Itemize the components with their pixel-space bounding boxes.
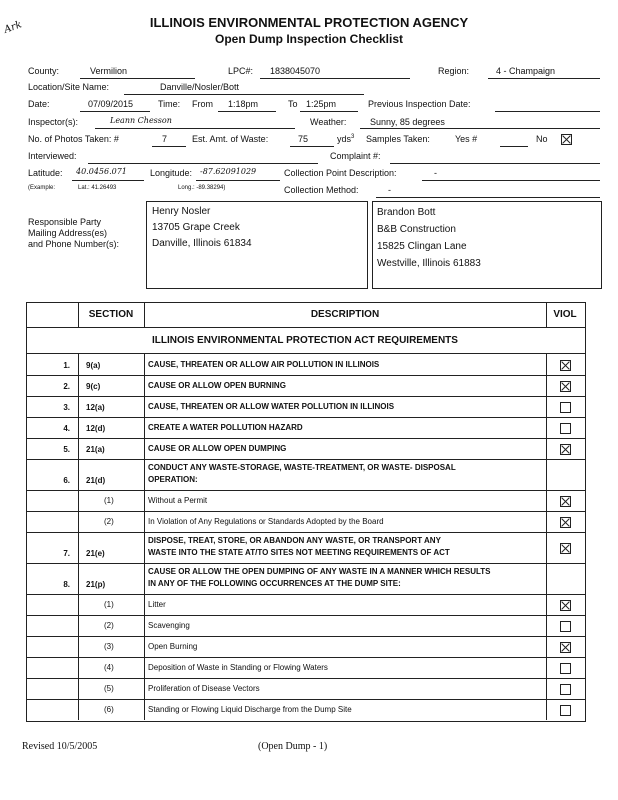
- viol-header: VIOL: [553, 309, 577, 320]
- row-subsection: (6): [104, 704, 114, 714]
- act-requirements-banner: ILLINOIS ENVIRONMENTAL PROTECTION ACT REQUIREMENTS: [152, 335, 458, 346]
- previous-inspection-label: Previous Inspection Date:: [368, 99, 471, 109]
- samples-yes-label: Yes #: [455, 134, 478, 144]
- photos-label: No. of Photos Taken: #: [28, 134, 119, 144]
- to-value: 1:25pm: [306, 99, 337, 109]
- violation-checkbox[interactable]: [560, 423, 571, 434]
- responsible-party-label: Responsible Party Mailing Address(es) and Phone Number(s):: [28, 217, 120, 249]
- latitude-label: Latitude:: [28, 168, 63, 178]
- row-description-line: OPERATION:: [148, 475, 198, 484]
- row-section: 21(a): [86, 445, 105, 454]
- row-description: Proliferation of Disease Vectors: [148, 683, 260, 693]
- date-label: Date:: [28, 99, 50, 109]
- longitude-value: -87.62091029: [200, 167, 257, 176]
- row-description: CAUSE, THREATEN OR ALLOW AIR POLLUTION IN ILLINOIS: [148, 359, 380, 369]
- to-label: To: [288, 99, 298, 109]
- row-section: 12(a): [86, 403, 105, 412]
- violation-checkbox[interactable]: [560, 684, 571, 695]
- row-subsection: (4): [104, 662, 114, 672]
- collection-method-value: -: [388, 185, 391, 195]
- violation-checkbox[interactable]: [560, 402, 571, 413]
- row-description: Deposition of Waste in Standing or Flowing Waters: [148, 662, 328, 672]
- date-value: 07/09/2015: [88, 99, 134, 109]
- row-description: CAUSE OR ALLOW OPEN BURNING: [148, 380, 286, 390]
- from-value: 1:18pm: [228, 99, 259, 109]
- row-number: 6.: [63, 476, 70, 485]
- row-subsection: (1): [104, 495, 114, 505]
- violation-checkbox[interactable]: [560, 600, 571, 611]
- row-subsection: (2): [104, 620, 114, 630]
- waste-label: Est. Amt. of Waste:: [192, 134, 269, 144]
- section-header: SECTION: [88, 309, 134, 320]
- county-label: County:: [28, 66, 60, 76]
- inspector-label: Inspector(s):: [28, 117, 79, 127]
- row-section: 21(d): [86, 476, 106, 485]
- lpc-label: LPC#:: [228, 66, 254, 76]
- violation-checkbox[interactable]: [560, 496, 571, 507]
- violation-checkbox[interactable]: [560, 705, 571, 716]
- row-number: 1.: [63, 361, 70, 370]
- longitude-label: Longitude:: [150, 168, 193, 178]
- row-description: In Violation of Any Regulations or Standards Adopted by the Board: [148, 516, 384, 526]
- row-description: Litter: [148, 599, 166, 609]
- violation-checkbox[interactable]: [560, 517, 571, 528]
- row-description-line: CONDUCT ANY WASTE-STORAGE, WASTE-TREATMENT, OR WASTE- DISPOSAL: [148, 463, 456, 472]
- latitude-value: 40.0456.071: [76, 167, 127, 176]
- party2-address: Brandon Bott B&B Construction 15825 Clingan Lane Westville, Illinois 61883: [377, 207, 481, 269]
- page-number: (Open Dump - 1): [258, 741, 328, 752]
- location-value: Danville/Nosler/Bott: [160, 82, 240, 92]
- row-description: CAUSE, THREATEN OR ALLOW WATER POLLUTION IN ILLINOIS: [148, 401, 395, 411]
- complaint-label: Complaint #:: [330, 151, 381, 161]
- inspector-signature: Leann Chesson: [110, 116, 172, 125]
- row-section: 21(p): [86, 580, 106, 589]
- interviewed-label: Interviewed:: [28, 151, 77, 161]
- row-subsection: (2): [104, 516, 114, 526]
- description-header: DESCRIPTION: [310, 309, 380, 320]
- violation-checkbox[interactable]: [560, 381, 571, 392]
- row-description-line: IN ANY OF THE FOLLOWING OCCURRENCES AT THE DUMP SITE:: [148, 579, 401, 588]
- row-number: 4.: [63, 424, 70, 433]
- region-label: Region:: [438, 66, 470, 76]
- row-section: 12(d): [86, 424, 106, 433]
- agency-title: ILLINOIS ENVIRONMENTAL PROTECTION AGENCY: [149, 15, 469, 30]
- waste-unit: yds$^3$: [337, 134, 355, 144]
- row-section: 9(c): [86, 382, 101, 391]
- latitude-example: Lat.: 41.26493: [78, 185, 117, 191]
- longitude-example: Long.: -89.38294): [178, 185, 226, 191]
- region-value: 4 - Champaign: [496, 66, 556, 76]
- row-number: 7.: [63, 549, 70, 558]
- row-description: Scavenging: [148, 620, 190, 630]
- page-title: Open Dump Inspection Checklist: [214, 32, 404, 46]
- row-section: 9(a): [86, 361, 101, 370]
- photos-value: 7: [162, 134, 168, 144]
- revised-date: Revised 10/5/2005: [22, 741, 98, 752]
- row-number: 5.: [63, 445, 70, 454]
- collection-method-label: Collection Method:: [284, 185, 359, 195]
- row-description-line: DISPOSE, TREAT, STORE, OR ABANDON ANY WASTE, OR TRANSPORT ANY: [148, 536, 441, 545]
- row-description: Without a Permit: [148, 495, 208, 505]
- collection-point-label: Collection Point Description:: [284, 168, 397, 178]
- row-section: 21(e): [86, 549, 105, 558]
- row-description: CAUSE OR ALLOW OPEN DUMPING: [148, 443, 287, 453]
- violation-checkbox[interactable]: [560, 444, 571, 455]
- weather-label: Weather:: [310, 117, 347, 127]
- row-number: 8.: [63, 580, 70, 589]
- violation-checkbox[interactable]: [560, 642, 571, 653]
- row-description: CREATE A WATER POLLUTION HAZARD: [148, 422, 303, 432]
- row-description: Standing or Flowing Liquid Discharge from the Dump Site: [148, 704, 352, 714]
- time-label: Time:: [158, 99, 181, 109]
- example-label: (Example:: [28, 185, 56, 191]
- county-value: Vermilion: [90, 66, 128, 76]
- row-number: 3.: [63, 403, 70, 412]
- violation-checkbox[interactable]: [560, 543, 571, 554]
- violation-checkbox[interactable]: [560, 621, 571, 632]
- violation-checkbox[interactable]: [560, 360, 571, 371]
- samples-no-label: No: [536, 134, 548, 144]
- party1-address: Henry Nosler 13705 Grape Creek Danville, Illinois 61834: [152, 206, 252, 249]
- row-description: Open Burning: [148, 641, 198, 651]
- corner-handwritten-mark: Ark: [2, 19, 24, 36]
- samples-label: Samples Taken:: [366, 134, 430, 144]
- waste-value: 75: [298, 134, 309, 144]
- violation-checkbox[interactable]: [560, 663, 571, 674]
- weather-value: Sunny, 85 degrees: [370, 117, 445, 127]
- row-subsection: (5): [104, 683, 114, 693]
- row-number: 2.: [63, 382, 70, 391]
- row-description-line: WASTE INTO THE STATE AT/TO SITES NOT MEETING REQUIREMENTS OF ACT: [148, 548, 450, 557]
- from-label: From: [192, 99, 213, 109]
- row-description-line: CAUSE OR ALLOW THE OPEN DUMPING OF ANY WASTE IN A MANNER WHICH RESULTS: [148, 567, 491, 576]
- row-subsection: (1): [104, 599, 114, 609]
- samples-no-checkbox[interactable]: [561, 134, 572, 145]
- location-label: Location/Site Name:: [28, 82, 110, 92]
- collection-point-value: -: [434, 168, 437, 178]
- row-subsection: (3): [104, 641, 114, 651]
- lpc-value: 1838045070: [270, 66, 321, 76]
